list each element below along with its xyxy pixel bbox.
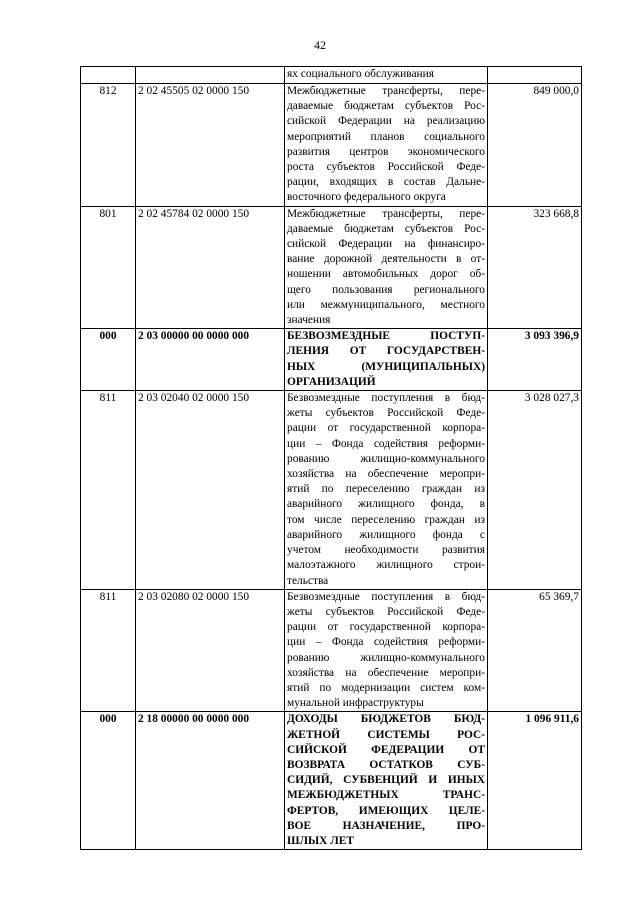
description-line: Безвозмездные поступления в бюд- [287,590,485,603]
description-line: СИДИЙ, СУБВЕНЦИЙ И ИНЫХ [287,774,485,787]
description-line: ношении автомобильных дорог об- [287,268,485,281]
description-line: ЖЕТНОЙ СИСТЕМЫ РОС- [287,728,485,741]
revenue-description-cell [285,84,488,207]
description-line: ФЕРТОВ, ИМЕЮЩИХ ЦЕЛЕ- [287,804,485,817]
revenue-description-cell [285,589,488,712]
description-line: жеты субъектов Российской Феде- [287,407,485,420]
admin-code-cell: 811 [81,391,136,590]
description-line: даваемые бюджетам субъектов Рос- [287,222,485,235]
table-row [81,712,582,850]
page-number: 42 [314,38,326,52]
description-line: хозяйства на обеспечение меропри- [287,468,485,481]
description-line: ШЛЫХ ЛЕТ [287,834,354,847]
description-line: учетом необходимости развития [287,544,485,557]
description-line: вание дорожной деятельности в от- [287,253,485,266]
description-line: НЫХ (МУНИЦИПАЛЬНЫХ) [287,360,485,373]
description-line: сийской Федерации на финансиро- [287,238,485,251]
budget-classification-code-cell [136,67,285,84]
amount-cell: 1 096 911,6 [488,712,582,850]
budget-classification-code-cell: 2 18 00000 00 0000 000 [136,712,285,850]
revenue-description-cell [285,67,488,84]
table-row [81,84,582,207]
description-line: аварийного жилищного фонда, в [287,498,485,511]
amount-cell: 3 028 027,3 [488,391,582,590]
budget-classification-code-cell: 2 03 02080 02 0000 150 [136,589,285,712]
revenue-description-cell [285,206,488,329]
description-line: ВОЗВРАТА ОСТАТКОВ СУБ- [287,758,485,771]
budget-classification-code-cell: 2 02 45784 02 0000 150 [136,206,285,329]
description-line: сийской Федерации на реализацию [287,115,485,128]
description-line: жеты субъектов Российской Феде- [287,605,485,618]
description-line: том числе переселению граждан из [287,513,485,526]
amount-cell: 323 668,8 [488,206,582,329]
description-line: малоэтажного жилищного строи- [287,559,485,572]
admin-code-cell: 801 [81,206,136,329]
budget-classification-code-cell: 2 03 00000 00 0000 000 [136,329,285,391]
description-line: развития центров экономического [287,145,485,158]
description-line: восточного федерального округа [287,191,446,204]
description-line: ВОЕ НАЗНАЧЕНИЕ, ПРО- [287,819,485,832]
revenue-description-cell [285,391,488,590]
description-line: роста субъектов Российской Феде- [287,161,485,174]
amount-cell: 849 000,0 [488,84,582,207]
admin-code-cell: 812 [81,84,136,207]
description-line: аварийного жилищного фонда с [287,528,485,541]
budget-classification-code-cell: 2 03 02040 02 0000 150 [136,391,285,590]
description-line: значения [287,314,331,327]
description-line: ции – Фонда содействия реформи- [287,437,485,450]
table-body [81,67,582,850]
table-row [81,329,582,391]
table-row [81,67,582,84]
description-line: ятий по модернизации систем ком- [287,681,485,694]
description-line: МЕЖБЮДЖЕТНЫХ ТРАНС- [287,789,485,802]
admin-code-cell [81,67,136,84]
description-line: рованию жилищно-коммунального [287,452,485,465]
description-line: ции – Фонда содействия реформи- [287,636,485,649]
description-line: рации от государственной корпора- [287,422,485,435]
budget-revenue-table [80,66,582,850]
description-line: мунальной инфраструктуры [287,697,424,710]
description-line: рованию жилищно-коммунального [287,651,485,664]
description-line: ОРГАНИЗАЦИЙ [287,375,376,388]
description-line: ях социального обслуживания [287,68,434,80]
description-line: Межбюджетные трансферты, пере- [287,85,485,97]
amount-cell [488,67,582,84]
admin-code-cell: 811 [81,589,136,712]
admin-code-cell: 000 [81,329,136,391]
admin-code-cell: 000 [81,712,136,850]
description-line: ятий по переселению граждан из [287,483,485,496]
revenue-description-cell [285,712,488,850]
description-line: ДОХОДЫ БЮДЖЕТОВ БЮД- [287,713,485,726]
table-row [81,391,582,590]
description-line: ЛЕНИЯ ОТ ГОСУДАРСТВЕН- [287,345,485,358]
budget-classification-code-cell: 2 02 45505 02 0000 150 [136,84,285,207]
description-line: даваемые бюджетам субъектов Рос- [287,100,485,113]
description-line: рации, входящих в состав Дальне- [287,176,485,189]
description-line: рации от государственной корпора- [287,621,485,634]
description-line: хозяйства на обеспечение меропри- [287,666,485,679]
description-line: БЕЗВОЗМЕЗДНЫЕ ПОСТУП- [287,330,485,343]
amount-cell: 65 369,7 [488,589,582,712]
revenue-description-cell [285,329,488,391]
description-line: или межмуниципального, местного [287,298,485,311]
table-row [81,589,582,712]
description-line: тельства [287,574,329,587]
amount-cell: 3 093 396,9 [488,329,582,391]
description-line: Безвозмездные поступления в бюд- [287,392,485,405]
description-line: СИЙСКОЙ ФЕДЕРАЦИИ ОТ [287,743,485,756]
description-line: мероприятий планов социального [287,130,485,143]
description-line: щего пользования регионального [287,283,485,296]
table-row [81,206,582,329]
description-line: Межбюджетные трансферты, пере- [287,207,485,220]
